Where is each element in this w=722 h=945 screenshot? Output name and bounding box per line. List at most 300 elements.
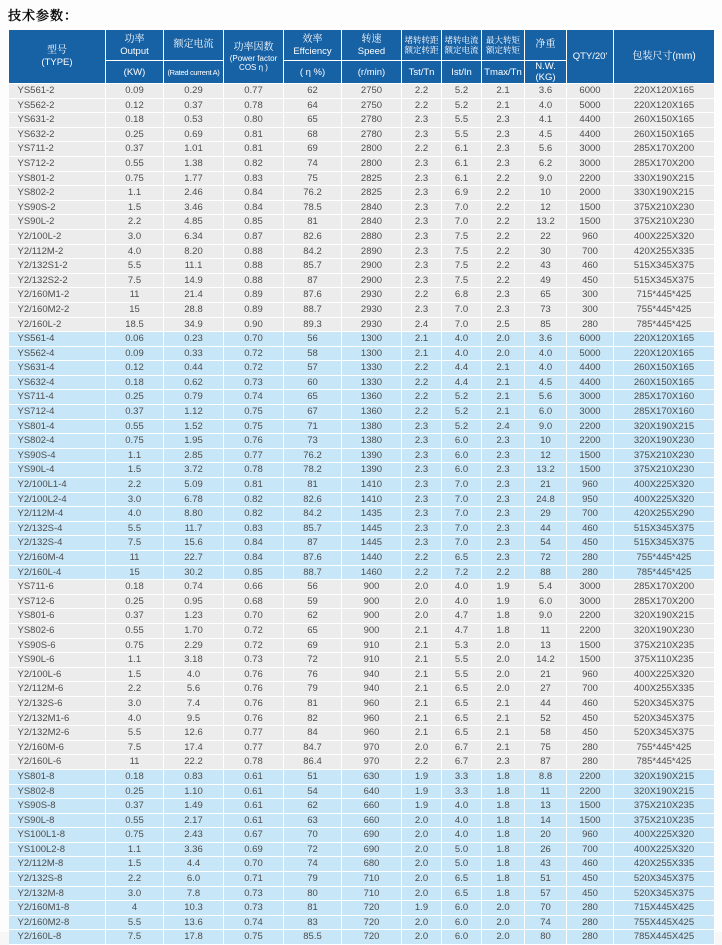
table-cell: 960 [567, 828, 614, 843]
table-cell: 10 [525, 186, 567, 201]
table-cell: 1.5 [106, 200, 164, 215]
table-cell: 2.1 [482, 711, 525, 726]
table-cell: 5.5 [442, 127, 482, 142]
table-cell: 0.76 [224, 696, 284, 711]
table-row [9, 390, 715, 405]
table-cell: 2.2 [482, 215, 525, 230]
table-cell: 2.2 [106, 215, 164, 230]
table-cell: 7.0 [442, 492, 482, 507]
table-cell: 2.2 [482, 259, 525, 274]
table-cell: 0.72 [224, 638, 284, 653]
table-row [9, 536, 715, 551]
col-header-ist-unit: Ist/In [442, 61, 482, 84]
table-cell: 375X210X235 [614, 638, 715, 653]
table-cell: 375X110X235 [614, 653, 715, 668]
cell-model-type: YS802-2 [9, 186, 106, 201]
table-cell: 375X210X230 [614, 200, 715, 215]
table-cell: 2.0 [482, 653, 525, 668]
table-cell: 400X225X320 [614, 842, 715, 857]
table-cell: 22 [525, 229, 567, 244]
table-row [9, 215, 715, 230]
table-cell: 2.0 [482, 346, 525, 361]
cell-model-type: Y2/132M1-6 [9, 711, 106, 726]
table-cell: 2.0 [402, 609, 442, 624]
table-cell: 1500 [567, 638, 614, 653]
table-cell: 79 [284, 682, 342, 697]
table-cell: 2.1 [482, 726, 525, 741]
table-cell: 450 [567, 711, 614, 726]
table-cell: 0.70 [224, 609, 284, 624]
table-cell: 0.76 [224, 667, 284, 682]
table-cell: 2200 [567, 784, 614, 799]
table-row [9, 142, 715, 157]
table-cell: 2930 [342, 317, 402, 332]
table-cell: 6.1 [442, 171, 482, 186]
table-cell: 0.18 [106, 113, 164, 128]
table-cell: 1440 [342, 551, 402, 566]
table-cell: 900 [342, 594, 402, 609]
table-cell: 2.3 [482, 507, 525, 522]
table-cell: 5000 [567, 346, 614, 361]
table-cell: 1380 [342, 419, 402, 434]
table-cell: 52 [525, 711, 567, 726]
table-cell: 2900 [342, 273, 402, 288]
table-cell: 710 [342, 872, 402, 887]
table-cell: 8.20 [164, 244, 224, 259]
table-cell: 0.75 [224, 419, 284, 434]
table-cell: 1500 [567, 448, 614, 463]
table-cell: 3000 [567, 390, 614, 405]
table-cell: 285X170X200 [614, 580, 715, 595]
cell-model-type: YS631-2 [9, 113, 106, 128]
table-cell: 320X190X230 [614, 623, 715, 638]
table-cell: 3000 [567, 156, 614, 171]
table-row [9, 638, 715, 653]
table-cell: 8.80 [164, 507, 224, 522]
table-cell: 1500 [567, 813, 614, 828]
spec-table-body [9, 84, 715, 945]
table-cell: 0.80 [224, 113, 284, 128]
table-cell: 900 [342, 609, 402, 624]
table-cell: 0.81 [224, 478, 284, 493]
table-cell: 2.85 [164, 448, 224, 463]
table-cell: 680 [342, 857, 402, 872]
table-cell: 755*445*425 [614, 740, 715, 755]
table-cell: 12 [525, 200, 567, 215]
table-row [9, 332, 715, 347]
table-cell: 7.8 [164, 886, 224, 901]
cell-model-type: YS712-4 [9, 405, 106, 420]
table-cell: 2.3 [402, 419, 442, 434]
table-row [9, 784, 715, 799]
table-cell: 1.9 [402, 769, 442, 784]
cell-model-type: YS711-6 [9, 580, 106, 595]
table-cell: 2800 [342, 156, 402, 171]
table-cell: 0.61 [224, 799, 284, 814]
table-cell: 2.3 [402, 434, 442, 449]
table-cell: 2200 [567, 434, 614, 449]
table-cell: 70 [284, 828, 342, 843]
cell-model-type: YS632-4 [9, 375, 106, 390]
table-cell: 0.84 [224, 200, 284, 215]
table-cell: 18.5 [106, 317, 164, 332]
table-cell: 1500 [567, 653, 614, 668]
table-row [9, 711, 715, 726]
table-cell: 3.18 [164, 653, 224, 668]
cell-model-type: YS562-2 [9, 98, 106, 113]
cell-model-type: YS711-2 [9, 142, 106, 157]
table-row [9, 930, 715, 945]
table-cell: 0.89 [224, 302, 284, 317]
cell-model-type: Y2/112M-6 [9, 682, 106, 697]
cell-model-type: Y2/100L2-4 [9, 492, 106, 507]
table-cell: 64 [284, 98, 342, 113]
table-cell: 89.3 [284, 317, 342, 332]
table-cell: 6.5 [442, 886, 482, 901]
cell-model-type: Y2/132M2-6 [9, 726, 106, 741]
table-row [9, 609, 715, 624]
table-cell: 1.9 [482, 580, 525, 595]
table-cell: 1410 [342, 492, 402, 507]
table-cell: 2.4 [402, 317, 442, 332]
table-row [9, 478, 715, 493]
table-cell: 2.3 [482, 492, 525, 507]
table-cell: 700 [567, 842, 614, 857]
table-cell: 320X190X215 [614, 419, 715, 434]
table-cell: 0.82 [224, 507, 284, 522]
table-cell: 690 [342, 828, 402, 843]
table-cell: 75 [525, 740, 567, 755]
table-row [9, 872, 715, 887]
table-cell: 400X255X335 [614, 682, 715, 697]
table-cell: 11.1 [164, 259, 224, 274]
table-cell: 720 [342, 901, 402, 916]
table-cell: 15.6 [164, 536, 224, 551]
cell-model-type: YS801-8 [9, 769, 106, 784]
table-cell: 4.0 [525, 98, 567, 113]
table-cell: 0.18 [106, 580, 164, 595]
table-cell: 2.3 [402, 127, 442, 142]
table-cell: 4 [106, 901, 164, 916]
col-header-output-unit: (KW) [106, 61, 164, 84]
table-cell: 2.3 [482, 288, 525, 303]
table-cell: 2.2 [482, 244, 525, 259]
table-cell: 970 [342, 755, 402, 770]
table-cell: 1.5 [106, 857, 164, 872]
table-cell: 3.6 [525, 332, 567, 347]
table-cell: 87 [284, 536, 342, 551]
table-cell: 84.2 [284, 244, 342, 259]
table-cell: 2.3 [402, 215, 442, 230]
table-cell: 17.4 [164, 740, 224, 755]
table-cell: 720 [342, 930, 402, 945]
table-cell: 80 [284, 886, 342, 901]
table-cell: 960 [342, 726, 402, 741]
table-cell: 2.2 [402, 142, 442, 157]
table-cell: 3.0 [106, 492, 164, 507]
table-cell: 2.3 [482, 142, 525, 157]
table-cell: 2.17 [164, 813, 224, 828]
table-row [9, 915, 715, 930]
table-cell: 910 [342, 653, 402, 668]
table-cell: 715*445*425 [614, 288, 715, 303]
table-cell: 13 [525, 638, 567, 653]
table-cell: 900 [342, 580, 402, 595]
table-row [9, 682, 715, 697]
table-cell: 6.0 [525, 405, 567, 420]
table-cell: 6.5 [442, 726, 482, 741]
table-cell: 660 [342, 799, 402, 814]
table-cell: 6.0 [442, 901, 482, 916]
table-cell: 5.5 [106, 726, 164, 741]
table-cell: 22.7 [164, 551, 224, 566]
table-cell: 0.37 [106, 142, 164, 157]
table-cell: 515X345X375 [614, 521, 715, 536]
cell-model-type: YS90L-6 [9, 653, 106, 668]
table-cell: 2.2 [402, 84, 442, 99]
table-cell: 2000 [567, 186, 614, 201]
table-cell: 5.5 [106, 521, 164, 536]
page-title: 技术参数： [8, 8, 79, 23]
table-cell: 1500 [567, 215, 614, 230]
table-cell: 2.0 [402, 930, 442, 945]
table-cell: 2.3 [402, 302, 442, 317]
table-cell: 0.62 [164, 375, 224, 390]
table-cell: 44 [525, 521, 567, 536]
table-row [9, 84, 715, 99]
table-cell: 1.5 [106, 667, 164, 682]
cell-model-type: YS632-2 [9, 127, 106, 142]
cell-model-type: Y2/112M-2 [9, 244, 106, 259]
table-cell: 7.0 [442, 317, 482, 332]
table-cell: 1.12 [164, 405, 224, 420]
table-cell: 10 [525, 434, 567, 449]
table-cell: 4.0 [164, 667, 224, 682]
table-cell: 755X445X425 [614, 915, 715, 930]
table-cell: 7.5 [442, 244, 482, 259]
table-cell: 2.3 [402, 229, 442, 244]
table-cell: 57 [284, 361, 342, 376]
table-cell: 3000 [567, 580, 614, 595]
table-row [9, 405, 715, 420]
table-cell: 0.88 [224, 244, 284, 259]
table-row [9, 346, 715, 361]
table-cell: 960 [567, 229, 614, 244]
table-cell: 3.6 [525, 84, 567, 99]
table-cell: 88 [525, 565, 567, 580]
table-cell: 2.1 [402, 682, 442, 697]
table-cell: 4400 [567, 375, 614, 390]
table-cell: 4.5 [525, 127, 567, 142]
table-cell: 6.5 [442, 696, 482, 711]
table-row [9, 842, 715, 857]
cell-model-type: Y2/132S-6 [9, 696, 106, 711]
table-cell: 0.71 [224, 872, 284, 887]
table-cell: 6.5 [442, 551, 482, 566]
cell-model-type: YS711-4 [9, 390, 106, 405]
col-header-weight: 净重 [525, 30, 567, 61]
col-header-power-factor: 功率因数 (Power factor COS η ) [224, 30, 284, 84]
table-cell: 4.7 [442, 609, 482, 624]
table-cell: 2.3 [402, 259, 442, 274]
table-row [9, 565, 715, 580]
table-cell: 2.2 [402, 361, 442, 376]
table-cell: 280 [567, 901, 614, 916]
table-cell: 2.3 [402, 536, 442, 551]
table-row [9, 726, 715, 741]
table-row [9, 259, 715, 274]
table-cell: 2.3 [402, 507, 442, 522]
table-cell: 84.2 [284, 507, 342, 522]
table-cell: 460 [567, 521, 614, 536]
cell-model-type: YS562-4 [9, 346, 106, 361]
table-cell: 900 [342, 623, 402, 638]
table-cell: 4.4 [442, 361, 482, 376]
col-header-speed: 转速 Speed [342, 30, 402, 61]
table-cell: 9.0 [525, 609, 567, 624]
table-cell: 0.73 [224, 886, 284, 901]
table-cell: 2.0 [482, 901, 525, 916]
table-cell: 1.52 [164, 419, 224, 434]
table-cell: 0.76 [224, 711, 284, 726]
table-cell: 755*445*425 [614, 551, 715, 566]
table-cell: 2200 [567, 623, 614, 638]
table-cell: 4400 [567, 127, 614, 142]
table-cell: 0.84 [224, 551, 284, 566]
table-cell: 2.3 [482, 521, 525, 536]
cell-model-type: Y2/100L-2 [9, 229, 106, 244]
table-row [9, 317, 715, 332]
table-cell: 2.3 [482, 448, 525, 463]
cell-model-type: Y2/160L-2 [9, 317, 106, 332]
table-cell: 2900 [342, 259, 402, 274]
table-cell: 2.0 [402, 857, 442, 872]
table-cell: 5.2 [442, 405, 482, 420]
table-row [9, 434, 715, 449]
table-cell: 285X170X160 [614, 405, 715, 420]
table-cell: 940 [342, 682, 402, 697]
table-cell: 300 [567, 302, 614, 317]
table-cell: 2.1 [482, 361, 525, 376]
table-cell: 12.6 [164, 726, 224, 741]
table-row [9, 448, 715, 463]
table-cell: 1.10 [164, 784, 224, 799]
table-cell: 5.6 [525, 390, 567, 405]
table-cell: 1.9 [402, 799, 442, 814]
col-header-speed-unit: (r/min) [342, 61, 402, 84]
table-cell: 2.46 [164, 186, 224, 201]
table-cell: 7.0 [442, 215, 482, 230]
table-cell: 420X255X335 [614, 244, 715, 259]
table-row [9, 156, 715, 171]
table-cell: 515X345X375 [614, 536, 715, 551]
table-cell: 0.76 [224, 434, 284, 449]
table-cell: 690 [342, 842, 402, 857]
table-cell: 2.1 [482, 84, 525, 99]
table-cell: 2.1 [482, 405, 525, 420]
table-cell: 76.2 [284, 448, 342, 463]
table-cell: 5.2 [442, 390, 482, 405]
table-cell: 2.3 [402, 521, 442, 536]
table-cell: 1360 [342, 405, 402, 420]
table-cell: 4.0 [442, 346, 482, 361]
table-cell: 76.2 [284, 186, 342, 201]
table-cell: 0.44 [164, 361, 224, 376]
table-cell: 375X210X235 [614, 799, 715, 814]
table-cell: 54 [525, 536, 567, 551]
table-cell: 375X210X230 [614, 215, 715, 230]
table-cell: 2.2 [106, 872, 164, 887]
table-cell: 58 [284, 346, 342, 361]
table-cell: 0.70 [224, 857, 284, 872]
table-cell: 2.0 [402, 828, 442, 843]
table-cell: 6.5 [442, 711, 482, 726]
table-cell: 2.0 [482, 332, 525, 347]
table-cell: 56 [284, 332, 342, 347]
table-cell: 85.7 [284, 259, 342, 274]
table-cell: 57 [525, 886, 567, 901]
table-row [9, 361, 715, 376]
table-cell: 2.29 [164, 638, 224, 653]
table-cell: 260X150X165 [614, 113, 715, 128]
table-cell: 0.75 [106, 638, 164, 653]
table-cell: 0.06 [106, 332, 164, 347]
table-cell: 6.7 [442, 740, 482, 755]
table-cell: 2.1 [402, 638, 442, 653]
table-cell: 1.9 [482, 594, 525, 609]
table-cell: 0.90 [224, 317, 284, 332]
table-cell: 5.2 [442, 419, 482, 434]
table-cell: 3000 [567, 142, 614, 157]
table-cell: 6.7 [442, 755, 482, 770]
table-cell: 62 [284, 799, 342, 814]
table-cell: 2930 [342, 288, 402, 303]
table-cell: 0.37 [164, 98, 224, 113]
table-cell: 960 [342, 711, 402, 726]
table-cell: 1.8 [482, 842, 525, 857]
table-cell: 0.89 [224, 288, 284, 303]
table-cell: 0.82 [224, 156, 284, 171]
table-cell: 1.8 [482, 872, 525, 887]
table-cell: 280 [567, 740, 614, 755]
table-cell: 13.2 [525, 463, 567, 478]
table-cell: 4400 [567, 113, 614, 128]
table-cell: 3000 [567, 405, 614, 420]
table-cell: 450 [567, 273, 614, 288]
col-header-current: 额定电流 [164, 30, 224, 61]
table-cell: 7.5 [106, 536, 164, 551]
table-cell: 3.0 [106, 886, 164, 901]
table-cell: 700 [567, 507, 614, 522]
table-cell: 520X345X375 [614, 726, 715, 741]
table-cell: 785*445*425 [614, 317, 715, 332]
table-cell: 2.0 [402, 915, 442, 930]
table-cell: 0.95 [164, 594, 224, 609]
table-cell: 4.0 [442, 828, 482, 843]
table-cell: 7.5 [442, 273, 482, 288]
table-cell: 0.12 [106, 361, 164, 376]
table-cell: 1.5 [106, 463, 164, 478]
table-cell: 1.77 [164, 171, 224, 186]
table-cell: 460 [567, 259, 614, 274]
table-cell: 0.76 [224, 682, 284, 697]
table-cell: 6.8 [442, 288, 482, 303]
table-cell: 0.77 [224, 726, 284, 741]
table-cell: 29 [525, 507, 567, 522]
cell-model-type: Y2/160M2-2 [9, 302, 106, 317]
table-cell: 0.37 [106, 609, 164, 624]
table-cell: 6000 [567, 332, 614, 347]
